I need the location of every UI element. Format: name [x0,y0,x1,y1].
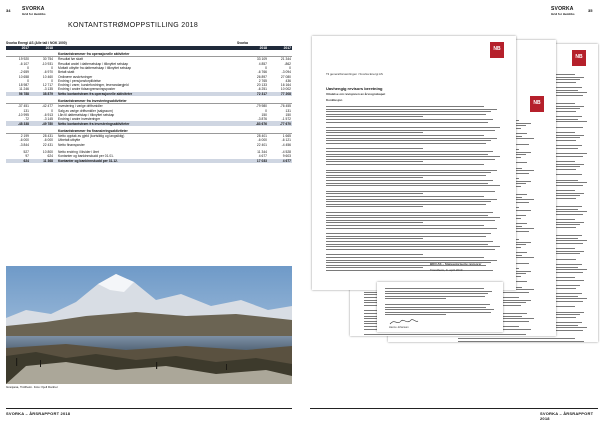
cell-value: 33 109 [256,57,267,62]
group-header: Svorka [237,41,248,45]
text-line [326,257,484,258]
text-line [326,249,495,250]
text-line [385,291,492,292]
row-label: Kontantstrømmer fra operasjonelle aktiviteter [54,52,244,57]
table-row [6,159,292,163]
cell-value: 20 133 [256,83,267,88]
text-line [326,236,486,237]
cell-value: -6 000 [19,138,29,143]
cell-value: -4 528 [281,149,291,154]
text-line [326,180,493,181]
letter-heading: Uavhengig revisors beretning [326,86,383,91]
row-label: Endring i andre tidsavgrensningsposter [58,87,116,92]
text-line [326,170,497,171]
col-header: 2018 [244,46,268,50]
cell-value: -6 766 [257,70,267,75]
cell-value: 28 401 [256,134,267,139]
brand-logo-left: SVORKA [22,6,45,12]
cell-value: 0 [51,65,53,70]
row-label: Endring i andre investeringer [58,117,101,122]
row-label: Utbetalt utbytte [58,138,81,143]
cell-value: 131 [285,108,291,113]
text-line [326,233,491,234]
cell-value: 131 [23,108,29,113]
company-header: Svorka Energi AS (Alle tall i NOK 1000) [6,41,67,45]
text-line [326,132,423,133]
text-line [385,304,490,305]
cell-value: 624 [47,154,53,159]
text-line [458,341,584,342]
cell-value: 72 317 [244,92,268,96]
cell-value: 0 [27,65,29,70]
col-header: 2017 [6,46,30,50]
signer-name: Hanne Johansen [389,326,409,329]
cell-value: 18 987 [18,83,29,88]
text-line [326,228,497,229]
cell-value: 1 665 [282,134,291,139]
landscape-photo [6,266,292,384]
text-line [326,151,493,152]
text-line [326,148,423,149]
text-line [326,138,497,139]
cell-value: 4 677 [268,159,292,163]
text-line [326,225,484,226]
text-line [326,254,423,255]
row-label: Salg av varige driftsmidler (salgssum) [58,108,113,113]
cell-value: 0 [27,78,29,83]
footer-divider-right [310,408,598,409]
cell-value: -72 [24,117,29,122]
text-line [326,260,497,261]
letter-place-date: Trondheim, 9. april 2019 [430,268,463,272]
cash-flow-table-header [6,46,292,50]
cell-value: 17 033 [244,159,268,163]
cash-flow-table [6,52,292,163]
text-line [385,296,485,297]
cell-value: -3 135 [43,87,53,92]
auditor-logo: NB [530,96,544,112]
cell-value: 0 [51,78,53,83]
cell-value: 9 603 [282,154,291,159]
cell-value: -6 121 [281,138,291,143]
cell-value: -862 [284,61,291,66]
text-line [458,338,575,339]
letter-greeting: Til generalforsamlingen i Svorka Energi AS [326,72,383,76]
text-line [326,161,423,162]
text-line [385,288,484,289]
row-label: Betalt skatt [58,70,75,75]
text-line [326,193,423,194]
brand-logo-right: SVORKA [551,6,574,12]
cell-value: -6 251 [257,87,267,92]
cell-value: 22 401 [256,142,267,147]
text-line [326,183,488,184]
footer-left: SVORKA – ÅRSRAPPORT 2018 [6,411,71,416]
text-line [326,196,484,197]
text-line [326,217,500,218]
row-label: Resultat andel i datterselskap / tilknyttet selskap [58,61,129,66]
cell-value: 2 199 [20,134,29,139]
cell-value: -6 000 [43,138,53,143]
cell-value: 27 080 [280,74,291,79]
col-header: 2017 [268,46,292,50]
text-line [326,222,423,223]
cell-value: 97 [25,154,29,159]
row-label: Endring i varer, kundefordringer, leverandørgjeld [58,83,129,88]
text-line [326,246,500,247]
cell-value: 16 164 [280,83,291,88]
text-line [326,114,486,115]
letter-page-1 [312,36,516,290]
text-line [326,109,497,110]
cell-value: 28 431 [42,134,53,139]
row-label: Lån til datterselskap / tilknyttet selskap [58,112,115,117]
text-line [326,238,423,239]
text-line [326,164,484,165]
cell-value: 22 431 [42,142,53,147]
text-line [326,204,486,205]
cell-value: 150 [261,112,267,117]
auditor-firm: BDO AS – Statsautoriserte revisorer [430,262,482,266]
cell-value: 527 [23,149,29,154]
text-line [364,334,526,335]
cell-value: -76 455 [279,104,291,109]
row-label: Netto opptak av gjeld (kortsiktig og langsiktig) [58,134,125,139]
text-line [326,212,493,213]
cell-value: 10 658 [18,74,29,79]
cell-value: 11 246 [19,87,29,92]
auditor-logo: NB [572,50,586,66]
text-line [326,143,486,144]
cell-value: 2 765 [258,78,267,83]
page-number-right: 35 [588,8,593,13]
cell-value: 10 800 [42,149,53,154]
text-line [385,298,446,299]
text-line [326,206,423,207]
cell-value: 56 788 [6,92,30,96]
cell-value: -77 670 [268,121,292,125]
text-line [326,267,423,268]
cell-value: -6 970 [43,70,53,75]
row-label: Kontantstrømmer fra finansieringsaktiviteter [54,129,244,134]
cell-value: -10 995 [17,112,29,117]
text-line [326,111,491,112]
text-line [385,314,446,315]
row-label: Netto kontantstrøm fra investeringsaktiviteter [54,121,244,125]
footer-right: SVORKA – ÅRSRAPPORT 2018 [540,411,594,421]
text-line [326,135,484,136]
row-label: Netto endring i likvider i året [58,149,99,154]
cell-value: -3 094 [281,70,291,75]
footer-divider-left [6,408,292,409]
cell-value: 12 717 [42,83,53,88]
letter-signature-page [377,282,503,332]
text-line [385,293,488,294]
cell-value: 0 [289,65,291,70]
page-number-left: 34 [6,8,11,13]
letter-conclusion-heading: Konklusjon [326,98,343,102]
text-line [326,130,495,131]
row-label: Kontanter og bankinnskudd per 31.12. [54,159,244,163]
text-line [326,199,497,200]
row-label: Mottatt utbytte fra datterselskap / tilknyttet selskap [58,65,132,70]
text-line [326,122,488,123]
cell-value: -79 980 [255,104,267,109]
cell-value: 10 002 [280,87,291,92]
text-line [326,140,491,141]
cell-value: -42 477 [41,104,53,109]
row-label: Kontantstrømmer fra investeringsaktiviteter [54,99,244,104]
cell-value: 0 [265,65,267,70]
signature-mark [389,318,419,326]
cell-value: 10 460 [42,74,53,79]
row-label: Resultat før skatt [58,57,83,62]
cell-value: 30 754 [42,57,53,62]
text-line [326,172,491,173]
cell-value: -4 456 [281,142,291,147]
cell-value: -3 145 [43,117,53,122]
text-line [326,159,495,160]
text-line [326,127,500,128]
cell-value: 624 [6,159,30,163]
cell-value: -3 844 [19,142,29,147]
brand-subtitle-left: Grid for Hemlibs [22,12,46,16]
auditor-logo: NB [490,42,504,58]
text-line [326,215,488,216]
cell-value: 436 [285,78,291,83]
cell-value: 11 368 [30,159,54,163]
page-title: KONTANTSTRØMOPPSTILLING 2018 [68,22,199,29]
text-line [326,191,495,192]
text-line [385,312,491,313]
cell-value: 4 677 [258,154,267,159]
cell-value: -49 780 [30,121,54,125]
cell-value: -2 659 [19,70,29,75]
cell-value: -37 451 [17,104,29,109]
letter-subheading: Uttalelse om revisjonen av årsregnskapet [326,92,386,96]
text-line [326,119,493,120]
cell-value: 77 208 [268,92,292,96]
cell-value: -3 876 [257,117,267,122]
text-line [326,220,495,221]
row-label: Investering i varige driftsmidler [58,104,103,109]
cell-value: 150 [285,112,291,117]
text-line [385,307,486,308]
text-line [385,309,494,310]
cell-value: 38 879 [30,92,54,96]
photo-caption: Granjana, Trollheim. Foto: Kjell Danher [6,385,58,389]
text-line [326,106,484,107]
cell-value: 19 920 [18,57,29,62]
cell-value: -10 931 [41,61,53,66]
cell-value: -48 338 [6,121,30,125]
row-label: Ordinære avskrivninger [58,74,93,79]
text-line [326,201,491,202]
text-line [326,154,488,155]
cell-value: 26 897 [256,74,267,79]
cell-value: 0 [265,108,267,113]
row-label: Netto finansposter [58,142,85,147]
cell-value: 11 344 [257,149,267,154]
cell-value: 4 857 [258,61,267,66]
cell-value: 0 [51,108,53,113]
text-line [326,244,488,245]
text-line [326,116,423,117]
text-line [326,177,423,178]
text-line [326,156,500,157]
col-header: 2018 [30,46,54,50]
cell-value: -6 000 [257,138,267,143]
text-line [326,270,493,271]
text-line [326,241,493,242]
cell-value: -83 676 [244,121,268,125]
cell-value: 21 344 [280,57,291,62]
text-line [326,185,500,186]
cell-value: -1 572 [281,117,291,122]
cell-value: -6 107 [19,61,29,66]
row-label: Endring i pensjonsforpliktelse [58,78,101,83]
row-label: Netto kontantstrøm fra operasjonelle aktiviteter [54,92,244,96]
text-line [326,175,486,176]
brand-subtitle-right: Grid for Hemlibs [551,12,575,16]
row-label: Kontanter og bankinnskudd per 01.01. [58,154,114,159]
cell-value: -6 913 [43,112,53,117]
